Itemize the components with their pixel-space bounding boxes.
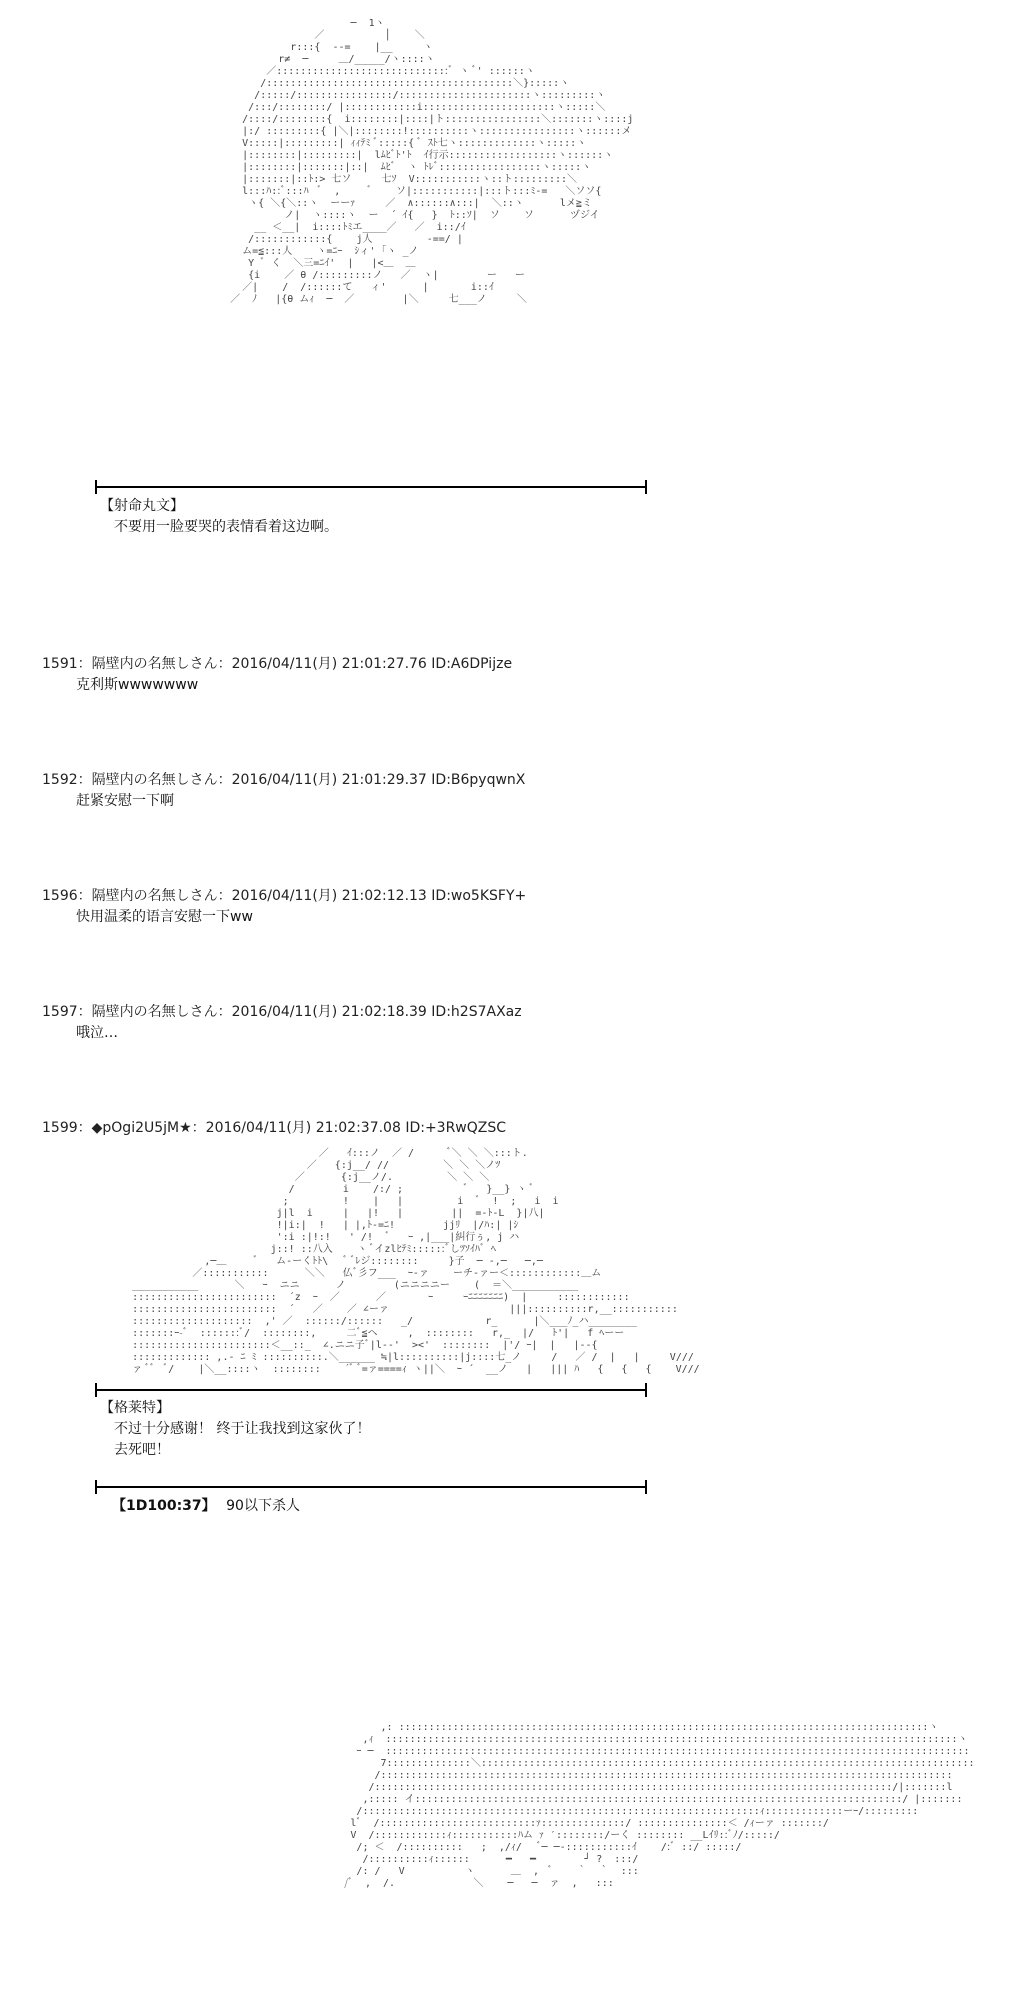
post-header: 1591：隔壁内の名無しさん：2016/04/11(月) 21:01:27.76 ID:A6DPijze bbox=[42, 656, 513, 672]
separator-line bbox=[95, 1486, 647, 1488]
post-header: 1592：隔壁内の名無しさん：2016/04/11(月) 21:01:29.37 ID:B6pyqwnX bbox=[42, 772, 526, 788]
post-header: 1599：◆pOgi2U5jM★：2016/04/11(月) 21:02:37.08 ID:+3RwQZSC bbox=[42, 1120, 507, 1136]
speaker-label: 【格莱特】 bbox=[100, 1400, 170, 1416]
post-body: 快用温柔的语言安慰一下ww bbox=[76, 909, 253, 925]
post-body: 赶紧安慰一下啊 bbox=[76, 793, 174, 809]
dice-result: 【1D100:37】 bbox=[112, 1498, 216, 1514]
post-1591 bbox=[42, 654, 512, 696]
post-header: 1597：隔壁内の名無しさん：2016/04/11(月) 21:02:18.39 ID:h2S7AXaz bbox=[42, 1004, 522, 1020]
dialogue-line: 不过十分感谢！ 终于让我找到这家伙了！ bbox=[114, 1421, 371, 1437]
ascii-art-face: ,: ::::::::::::::::::::::::::::::::::::::::::::::::::::::::::::::::::::::::::::::::::::::::ヽ ,ｨ :::::::::::::::::::::::::::::::::::::::::::::::::::::::::::::::::::::::::::::::::::::::::::::::ヽ ｰ ─ ::::::::::::::::::::::::::::::::::::::::::::::::::::::::::::::::::::::::::::::::::::::::::::::::: 7::::::::::::::＼:::::::::::::::::::::::::::::::::::::::::::::::::::::::::::::::::::::::::::::::::: /::::::::::::::::::::::::::::::::::::::::::::::::::::::::::::::::::::::::::::::::::::::::::::::: /::::::::::::::::::::::::::::::::::::::::::::::::::::::::::::::::::::::::::::::::::::::/|:::::::l ,::::: イ:::::::::::::::::::::::::::::::::::::::::::::::::::::::::::::::::::::::::::::::::/ |::::::: /::::::::::::::::::::::::::::::::::::::::::::::::::::::::::::::::::ｨ:::::::::::::ーｰ/::::::::: lﾞ /::::::::::::::::::::::::::ｧ::::::::::::::/ :::::::::::::::＜ /ｨーァ :::::::/ V /::::::::::::ｨ:::::::::::ﾊム ｧ ′::::::::/ーく :::::::: __Lｲﾘ::ﾞﾉ/:::::/ /; ＜ /:::::::::: ; ,/ｨ/ ﾞ─ ─-:::::::::::ｲ /:ﾞ ::/ :::::/ /::::::::::ｨ:::::: ━ ━ ┘ ? :::/ /: / V ヽ ＿ , ﾞ ｀ ｀ ::: /ﾞ , /. ＼ ─ ─ ァ , ::: bbox=[344, 1722, 975, 1889]
dice-rule: 90以下杀人 bbox=[226, 1498, 300, 1514]
post-1599 bbox=[42, 1118, 506, 1139]
post-body: 哦泣… bbox=[76, 1025, 118, 1041]
separator-line bbox=[95, 1389, 647, 1391]
dice-roll bbox=[112, 1496, 300, 1517]
post-1597 bbox=[42, 1002, 522, 1044]
post-1592 bbox=[42, 770, 525, 812]
dialogue-line: 不要用一脸要哭的表情看着这边啊。 bbox=[114, 519, 338, 535]
dialogue-line: 去死吧！ bbox=[114, 1442, 170, 1458]
separator-line bbox=[95, 486, 647, 488]
post-body: 克利斯wwwwwww bbox=[76, 677, 199, 693]
ascii-art-aya: ─ 1ヽ ／ │ ＼ r:::{ --= |__ ヽ r≠ ─ ＿/_____/ヽ::::ヽ ／:::::::::::::::::::::::::::::ﾞ ヽ ﾞ' ::::::ヽ /:::::::::::::::::::::::::::::::::::::::::＼}:::::ヽ /:::::/::::::::::::::::/::::::::::::::::::::::ヽ:::::::::ヽ /:::/::::::::/ |::::::::::::i::::::::::::::::::::::ヽ:::::＼ /::::/::::::::{ i::::::::|::::|ト::::::::::::::::＼:::::::ヽ::::j |:/ :::::::::{ |＼|::::::::!::::::::::ヽ::::::::::::::::ヽ::::::メ V:::::|:::::::::| ｨｨﾃﾐ ﾞ:::::{ ﾞ ｽﾄ七ヽ:::::::::::::ヽ:::::ヽ |::::::::|:::::::::| lﾑﾋﾞﾄ'ﾄ ｲ行示::::::::::::::::::ヽ::::::ヽ |::::::::|:::::::|::| ﾑﾋﾞ ヽ ﾄﾚﾞ:::::::::::::::::ヽ:::::ヽ |:::::::|::ﾄ:> 七ソ 七ｿ V:::::::::::ヽ::ト:::::::::＼ l:::ﾊ::ﾞ:::ﾊ ﾞ , ﾞ ソ|:::::::::::|:::ト:::ﾐ-= ＼ソソ{ ヽ{ ＼{＼::ヽ ーーｧ ／ ∧::::::∧:::| ＼::ヽ lメ≧ミ ノ| ヽ::::ヽ ー ´ ｲ{ } ﾄ::ｿ| ソ ソ ヅジイ __ ＜__| i::::ﾄﾐエ____／ ／ i::/ｲ /::::::::::::{ j人 -==/ | ム=≦:::人 ヽ=ﾆｰ ｼィ' ｢ヽ _ノ Y ﾞ く ＼三=ﾆｲ' | |<＿ ＿ {i ／ θ /:::::::::ノ ／ ヽ| ー ー ／| / /::::::て ィ' | i::ｲ ／ ﾉ |{θ ムｨ ─ ／ |＼ 七___ノ ＼ bbox=[230, 18, 634, 305]
post-1596 bbox=[42, 886, 526, 928]
post-header: 1596：隔壁内の名無しさん：2016/04/11(月) 21:02:12.13 ID:wo5KSFY+ bbox=[42, 888, 527, 904]
post-glaet bbox=[100, 1398, 370, 1461]
post-aya bbox=[100, 496, 338, 538]
speaker-label: 【射命丸文】 bbox=[100, 498, 184, 514]
ascii-art-crowd: ／ ｲ:::ノ ／ / ﾞ＼ ＼ ＼:::ト. ／ {:j__/ // ＼ ＼ ＼ノﾂ ／ {:j__ノ/. ＼ ＼ ＼ / i /:/ ; ﾞ }__} ヽ ﾞ ; ! | | i ﾞ ! ; i i j|l i | |! | || =-ﾄ-L }|八| !|i:| ! | |,ﾄ-=ﾆ! jjﾘ |/ﾊ:| |ｼ ':i :|!:! ' /! ﾞ ｰ ,|___|糾行ぅ, j ハ j::! ::八入 ヽ ﾞイzlﾋﾃﾐ::::::ﾞしﾂｿｲﾊﾞ ﾍ ,─＿ ﾞ ム-ーくﾄﾄ\ ﾞ ﾞﾚジ:::::::: }子 ─ ‐,─ ─,─ ／::::::::::: ＼＼ 仏ﾞ彡フ___ ｰ-ァ ーチ-ァー＜::::::::::::＿ム ___________ ＼ ｰ ニニ ノ (ニニニニー ( ＝＼___________ :::::::::::::::::::::::: ´z ｰ ／ ／ ｰ ｰﾆﾆﾆﾆﾆﾆﾆ) | :::::::::::: :::::::::::::::::::::::: ´ ／ ／ ∠ーァ |||::::::::::r,__::::::::::: :::::::::::::::::::: ,' ／ ::::::/:::::: _/ r_ |＼___ﾉ_ハ________ :::::::ｰ-ﾞ :::::::ﾞ/ ::::::::, 二ﾞ≦ヘ , :::::::: r,_ |/ ﾄ'| f ﾍーー :::::::::::::::::::::::＜__::_ ∠.ニニ子ﾞ|l--' ><' :::::::: |'/ ｰ| | |--{ ::::::::::::: ,.- ﾆ ﾐ ::::::::::.＼______ ≒|l::::::::::|j::::七_ノ / ／ / | | V/// ァ ﾞﾞ ﾞ/ |＼__::::ヽ :::::::: ´ﾞ ﾞ=ァ====ｨ ヽ||＼ ｰ ´ __ノ | ||| ﾊ { { { V/// bbox=[132, 1148, 700, 1375]
